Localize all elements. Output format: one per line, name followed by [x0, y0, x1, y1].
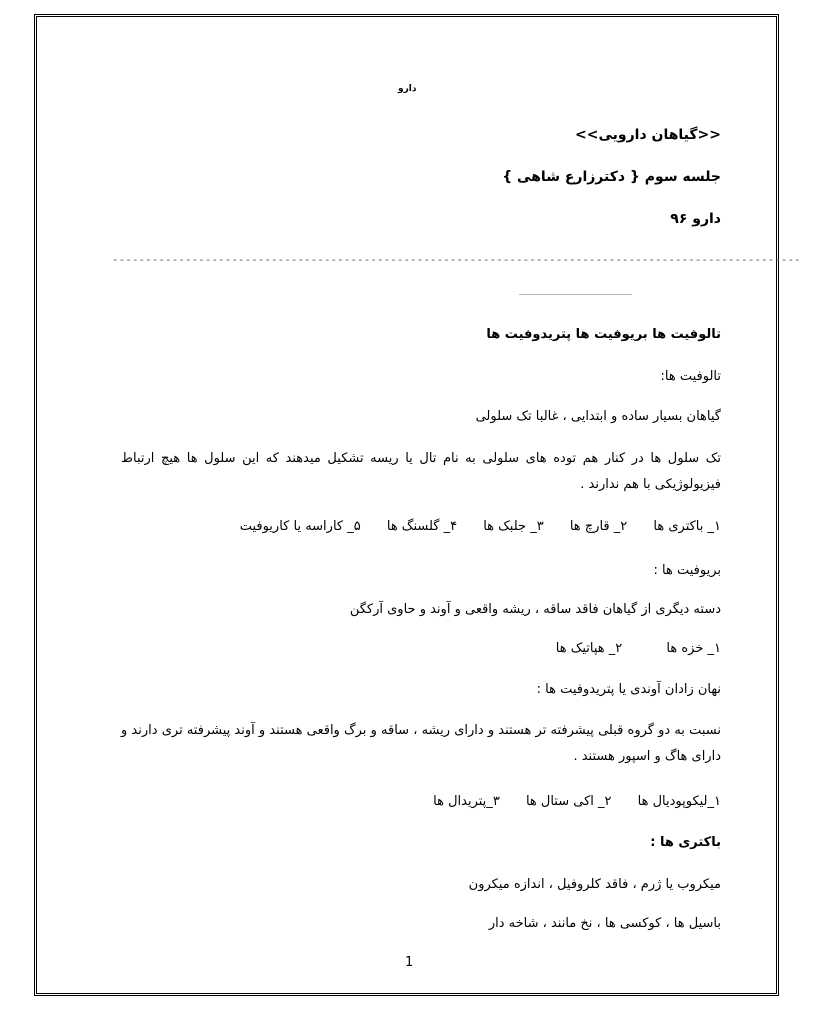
list-item: ۲_ اکی ستال ها	[525, 794, 612, 809]
bryophytes-list	[534, 640, 721, 658]
list-item: ۲_ هپاتیک ها	[555, 641, 623, 656]
thallophytes-label: تالوفیت ها:	[660, 369, 721, 384]
document-title: <<گیاهان دارویی>>	[575, 127, 721, 143]
section-heading-plant-groups: تالوفیت ها بریوفیت ها پتریدوفیت ها	[486, 327, 721, 342]
list-item: ۴_ گلسنگ ها	[386, 519, 458, 534]
list-item: ۱_ باکتری ها	[653, 519, 721, 534]
course-label: دارو ۹۶	[670, 211, 721, 227]
document-body	[112, 0, 801, 1036]
header-logo: ﺩﺍﺭﻭ	[398, 84, 417, 94]
pteridophytes-paragraph: نسبت به دو گروه قبلی پیشرفته تر هستند و دارای ریشه ، ساقه و برگ واقعی هستند و آوند پیشرفته تری دارند و دارای هاگ و اسپور هستند .	[121, 723, 721, 764]
separator-line-2: _________________	[519, 282, 632, 295]
thallophytes-list	[218, 518, 721, 536]
page-number: 1	[405, 955, 414, 970]
section-heading-bacteria: باکتری ها :	[650, 835, 721, 850]
list-item: ۳_ جلبک ها	[483, 519, 544, 534]
thallophytes-description: گیاهان بسیار ساده و ابتدایی ، غالبا تک سلولی	[475, 409, 721, 424]
list-item: ۵_ کاراسه یا کاریوفیت	[239, 519, 361, 534]
separator-line-1: --------------------------------------------------------------------------------------------------------	[112, 253, 801, 266]
pteridophytes-label: نهان زادان آوندی یا پتریدوفیت ها :	[536, 682, 721, 697]
session-info: جلسه سوم { دکترزارع شاهی }	[502, 169, 721, 185]
list-item: ۲_ قارچ ها	[569, 519, 628, 534]
list-item: ۱_لیکوپودیال ها	[637, 794, 721, 809]
list-item: ۱_ خزه ها	[666, 641, 721, 656]
bryophytes-description: دسته دیگری از گیاهان فاقد ساقه ، ریشه واقعی و آوند و حاوی آرکگن	[349, 602, 721, 617]
pteridophytes-list	[411, 793, 721, 811]
thallophytes-paragraph: تک سلول ها در کنار هم توده های سلولی به نام تال یا ریسه تشکیل میدهند که این سلول ها هیچ ارتباط فیزیولوژیکی با هم ندارند .	[121, 451, 721, 492]
bacteria-line-2: باسیل ها ، کوکسی ها ، نخ مانند ، شاخه دار	[488, 916, 721, 931]
bacteria-line-1: میکروب یا ژرم ، فاقد کلروفیل ، اندازه میکرون	[468, 877, 721, 892]
list-item: ۳_پتریدال ها	[433, 794, 500, 809]
bryophytes-label: بریوفیت ها :	[653, 563, 721, 578]
